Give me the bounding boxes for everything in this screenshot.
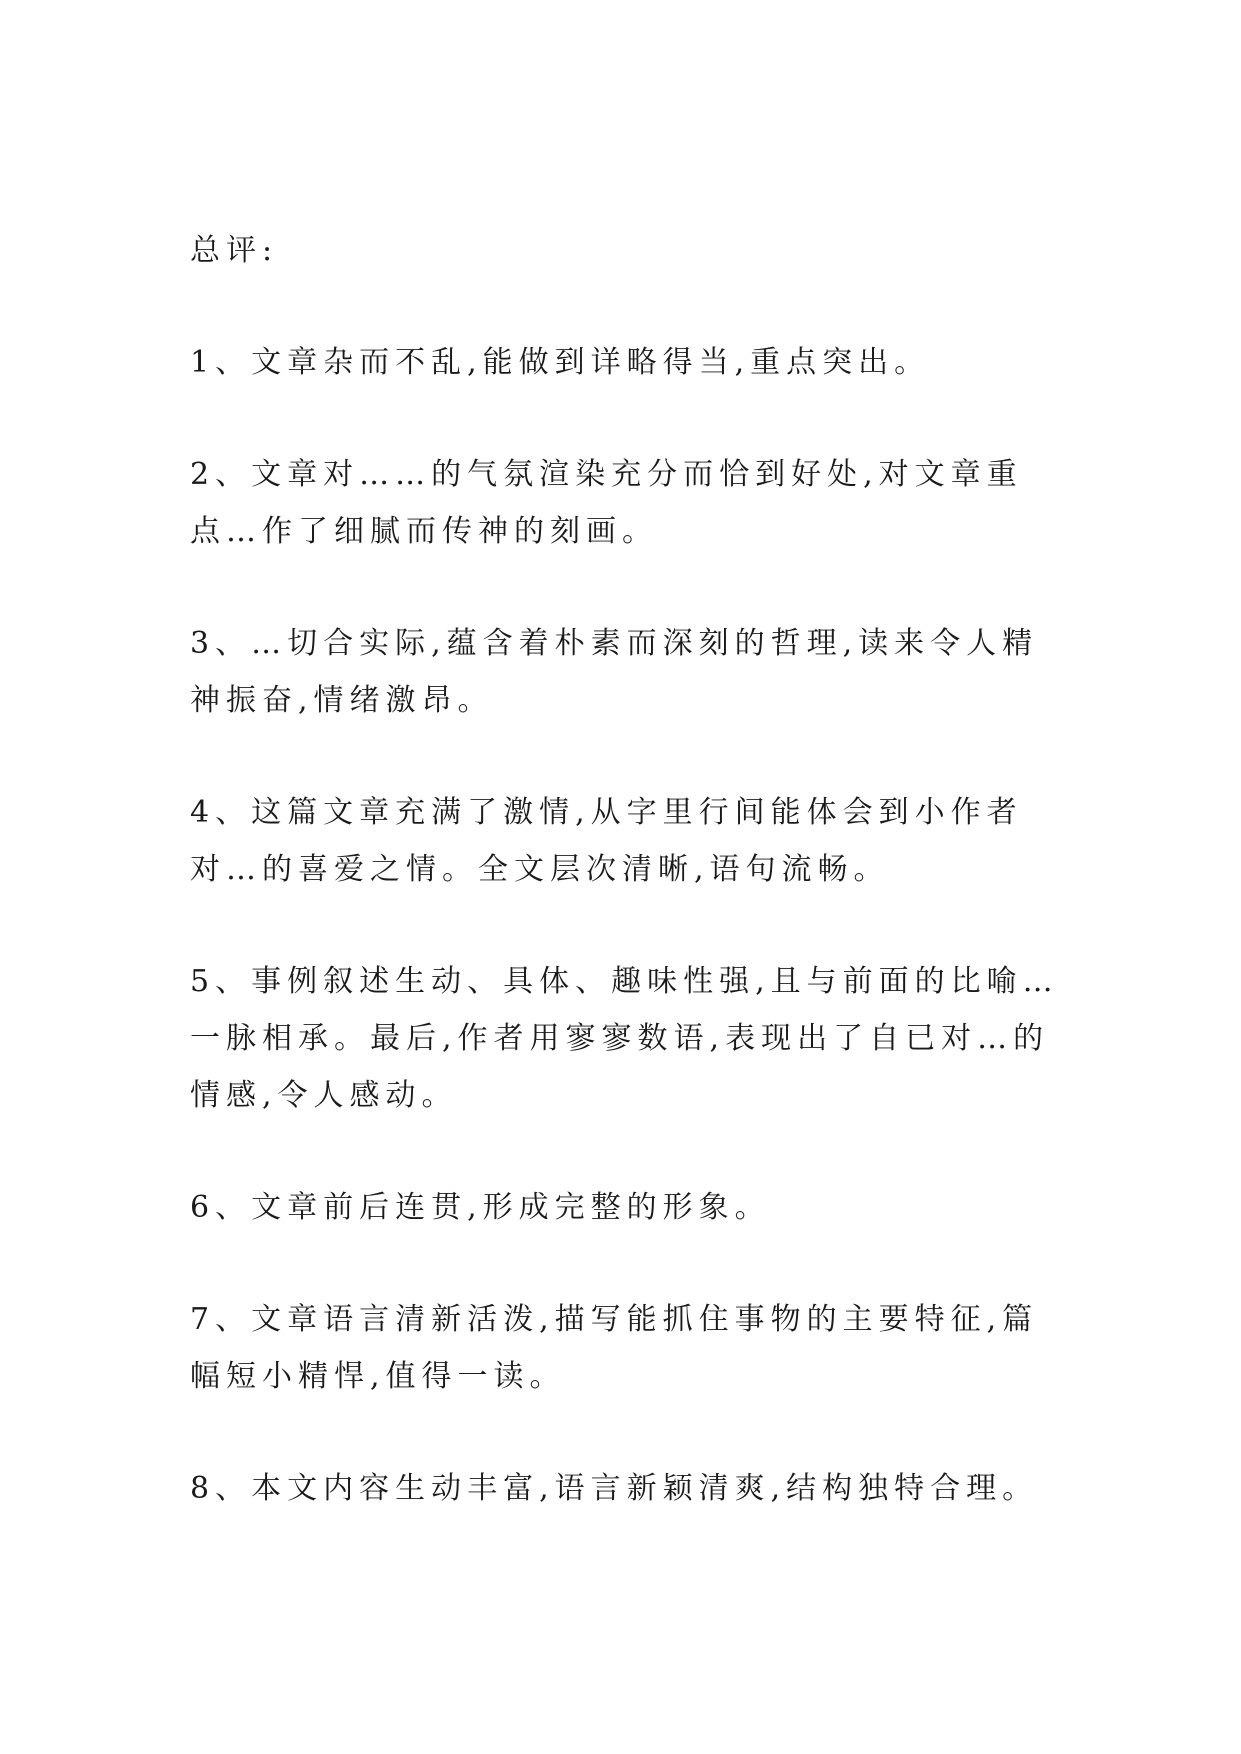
comment-item-6: 6、文章前后连贯,形成完整的形象。 bbox=[190, 1190, 771, 1225]
comment-item-4: 4、这篇文章充满了激情,从字里行间能体会到小作者对…的喜爱之情。全文层次清晰,语句流畅。 bbox=[190, 795, 1023, 887]
comment-item-1: 1、文章杂而不乱,能做到详略得当,重点突出。 bbox=[190, 345, 931, 380]
comment-item-5: 5、事例叙述生动、具体、趣味性强,且与前面的比喻…一脉相承。最后,作者用寥寥数语,表现出了自已对…的情感,令人感动。 bbox=[190, 964, 1059, 1113]
document-body bbox=[190, 222, 1060, 1572]
comment-item-2: 2、文章对……的气氛渲染充分而恰到好处,对文章重点…作了细腻而传神的刻画。 bbox=[190, 457, 1023, 549]
comment-item-7: 7、文章语言清新活泼,描写能抓住事物的主要特征,篇幅短小精悍,值得一读。 bbox=[190, 1302, 1039, 1394]
comment-item-3: 3、…切合实际,蕴含着朴素而深刻的哲理,读来令人精神振奋,情绪激昂。 bbox=[190, 626, 1039, 718]
comment-item-8: 8、本文内容生动丰富,语言新颖清爽,结构独特合理。 bbox=[190, 1471, 1039, 1506]
section-heading: 总评: bbox=[190, 233, 279, 268]
